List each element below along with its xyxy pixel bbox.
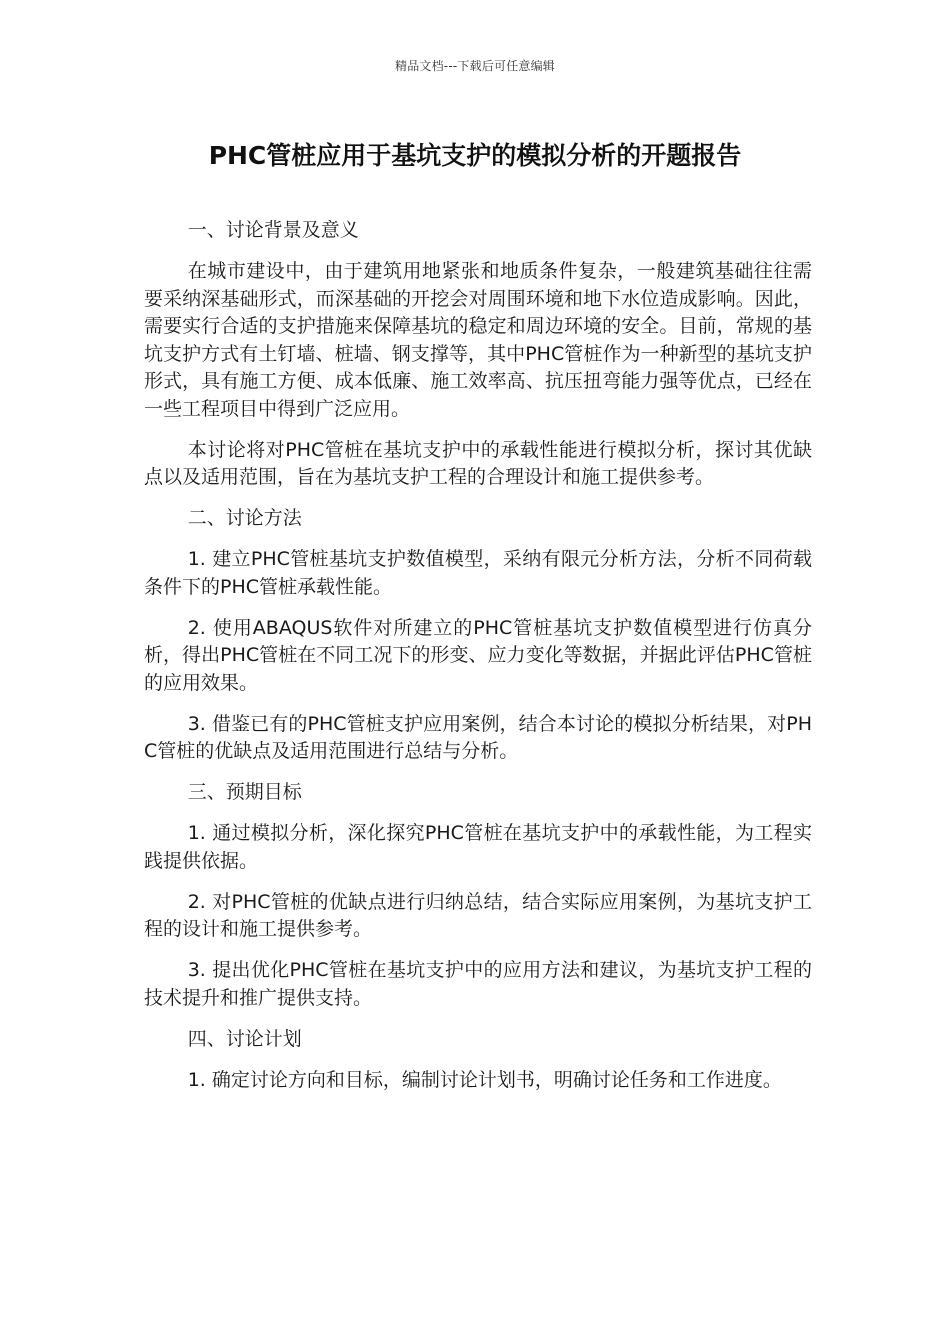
method-item-1: 1. 建立PHC管桩基坑支护数值模型，采纳有限元分析方法，分析不同荷载条件下的PHC管桩承载性能。: [144, 548, 812, 598]
plan-item-1: 1. 确定讨论方向和目标，编制讨论计划书，明确讨论任务和工作进度。: [187, 1068, 782, 1091]
document-title: PHC管桩应用于基坑支护的模拟分析的开题报告: [208, 141, 742, 170]
section-heading-background: 一、讨论背景及意义: [187, 219, 359, 241]
header-note: 精品文档---下载后可任意编辑: [395, 59, 555, 73]
method-item-3: 3. 借鉴已有的PHC管桩支护应用案例，结合本讨论的模拟分析结果，对PHC管桩的优缺点及适用范围进行总结与分析。: [144, 712, 812, 762]
goal-item-1: 1. 通过模拟分析，深化探究PHC管桩在基坑支护中的承载性能，为工程实践提供依据。: [144, 822, 812, 872]
paragraph-purpose: 本讨论将对PHC管桩在基坑支护中的承载性能进行模拟分析，探讨其优缺点以及适用范围，旨在为基坑支护工程的合理设计和施工提供参考。: [144, 438, 812, 488]
document-body: [144, 217, 812, 1108]
goal-item-3: 3. 提出优化PHC管桩在基坑支护中的应用方法和建议，为基坑支护工程的技术提升和推广提供支持。: [144, 959, 812, 1009]
method-item-2: 2. 使用ABAQUS软件对所建立的PHC管桩基坑支护数值模型进行仿真分析，得出PHC管桩在不同工况下的形变、应力变化等数据，并据此评估PHC管桩的应用效果。: [144, 616, 812, 694]
section-heading-plan: 四、讨论计划: [187, 1027, 302, 1050]
goal-item-2: 2. 对PHC管桩的优缺点进行归纳总结，结合实际应用案例，为基坑支护工程的设计和施工提供参考。: [144, 890, 812, 940]
section-heading-methods: 二、讨论方法: [187, 507, 302, 529]
paragraph-background: 在城市建设中，由于建筑用地紧张和地质条件复杂，一般建筑基础往往需要采纳深基础形式，而深基础的开挖会对周围环境和地下水位造成影响。因此，需要实行合适的支护措施来保障基坑的稳定和周边环境的安全。目前，常规的基坑支护方式有土钉墙、桩墙、钢支撑等，其中PHC管桩作为一种新型的基坑支护形式，具有施工方便、成本低廉、施工效率高、抗压扭弯能力强等优点，已经在一些工程项目中得到广泛应用。: [144, 260, 812, 420]
section-heading-goals: 三、预期目标: [187, 781, 302, 803]
